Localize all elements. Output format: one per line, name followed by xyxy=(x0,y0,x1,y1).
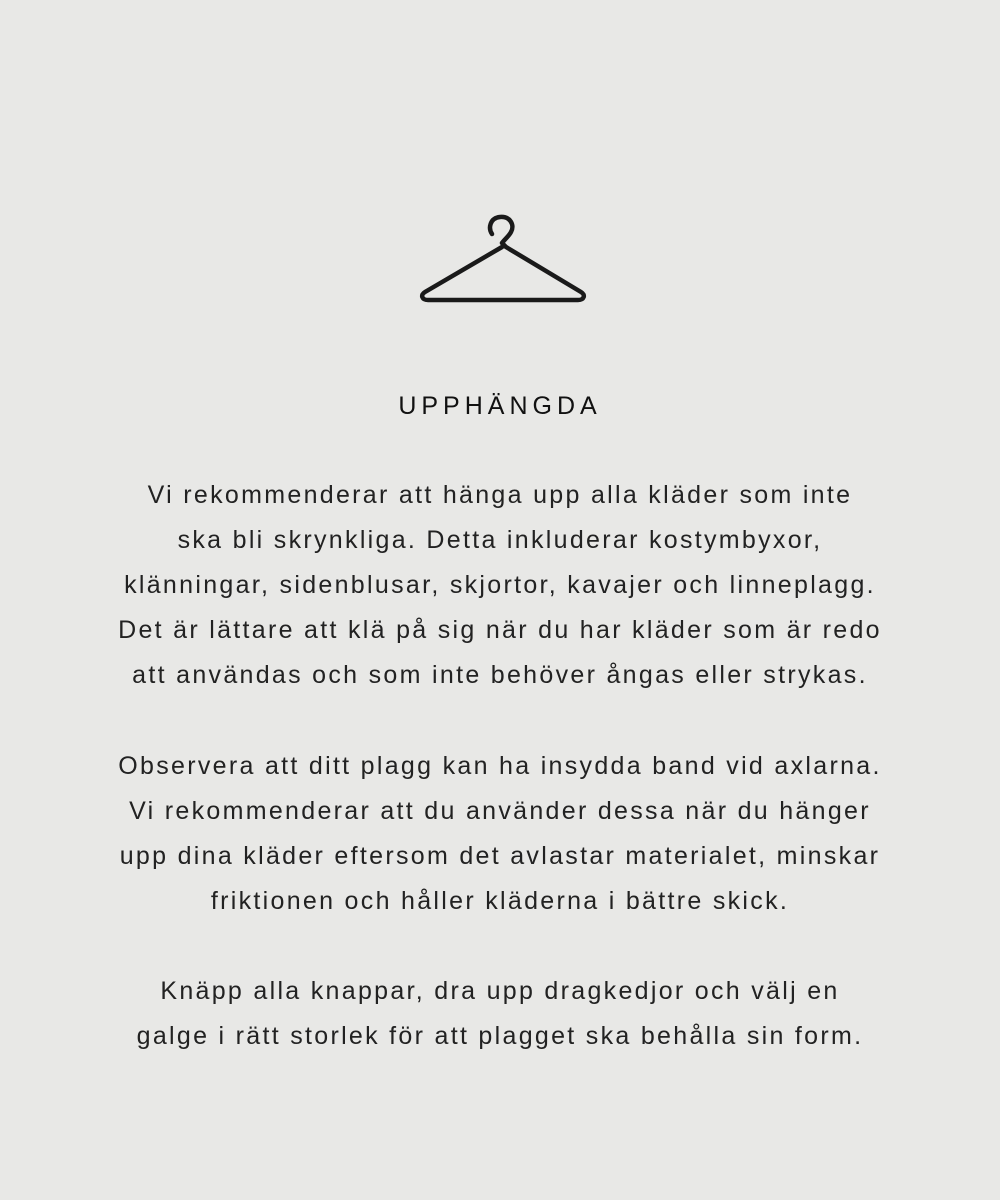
text-line: Vi rekommenderar att du använder dessa när du hänger xyxy=(129,797,871,825)
paragraph-buttons-zippers xyxy=(60,969,940,1059)
paragraph-hanging-recommendation xyxy=(60,473,940,698)
text-line: upp dina kläder eftersom det avlastar materialet, minskar xyxy=(119,842,881,870)
text-line: friktionen och håller kläderna i bättre skick. xyxy=(210,887,790,915)
text-line: Knäpp alla knappar, dra upp dragkedjor och välj en xyxy=(160,977,840,1005)
text-line: Det är lättare att klä på sig när du har kläder som är redo xyxy=(118,616,882,644)
text-line: Vi rekommenderar att hänga upp alla kläder som inte xyxy=(147,481,853,509)
text-line: ska bli skrynkliga. Detta inkluderar kostymbyxor, xyxy=(177,526,823,554)
paragraph-shoulder-straps xyxy=(60,744,940,924)
hanger-icon xyxy=(418,212,588,306)
text-line: Observera att ditt plagg kan ha insydda band vid axlarna. xyxy=(118,752,882,780)
text-line: att användas och som inte behöver ångas eller strykas. xyxy=(132,661,868,689)
text-line: galge i rätt storlek för att plagget ska behålla sin form. xyxy=(136,1022,864,1050)
text-line: klänningar, sidenblusar, skjortor, kavajer och linneplagg. xyxy=(124,571,876,599)
section-title: UPPHÄNGDA xyxy=(398,392,602,420)
